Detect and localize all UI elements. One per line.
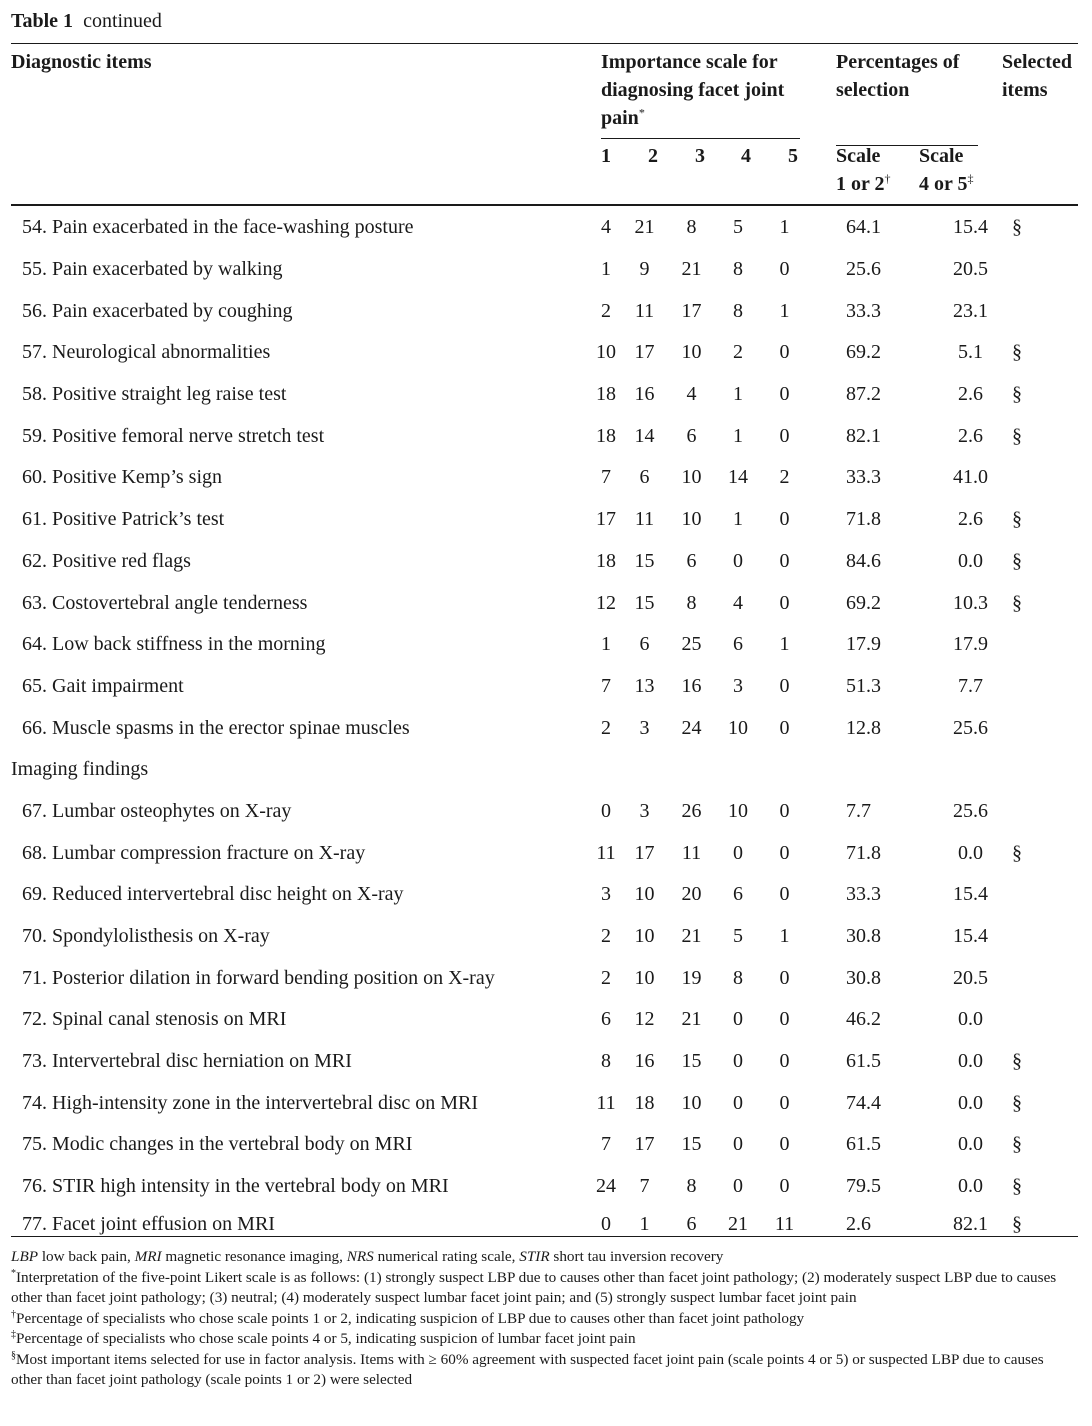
item-label: 73. Intervertebral disc herniation on MRI	[22, 1050, 352, 1073]
scale-2-count: 10	[634, 966, 655, 989]
item-label: 75. Modic changes in the vertebral body on MRI	[22, 1133, 413, 1156]
spacer-cell	[808, 874, 846, 916]
item-label: 63. Costovertebral angle tenderness	[22, 591, 308, 614]
item-label: 56. Pain exacerbated by coughing	[22, 299, 293, 322]
scale-1-count: 4	[601, 216, 611, 239]
item-label: 65. Gait impairment	[22, 674, 184, 697]
percent-scale-1-or-2: 51.3	[846, 674, 881, 697]
scale-3-count: 20	[681, 883, 702, 906]
percent-scale-1-or-2: 64.1	[846, 216, 881, 239]
item-label: 76. STIR high intensity in the vertebral body on MRI	[22, 1175, 449, 1198]
spacer-cell	[808, 207, 846, 249]
percent-scale-4-or-5: 0.0	[958, 1133, 983, 1156]
selected-mark: §	[1012, 591, 1022, 614]
percent-scale-4-or-5: 0.0	[958, 1175, 983, 1198]
selected-mark	[1012, 957, 1078, 999]
item-label: 71. Posterior dilation in forward bending position on X-ray	[22, 966, 495, 989]
table-row	[11, 1124, 1078, 1166]
scale-5-count: 0	[779, 716, 790, 739]
table-row	[11, 957, 1078, 999]
scale-1-count: 1	[601, 633, 611, 656]
table-row	[11, 999, 1078, 1041]
table-row	[11, 290, 1078, 332]
scale-2-count: 14	[634, 424, 655, 447]
percent-scale-1-or-2: 71.8	[846, 508, 881, 531]
item-label: 62. Positive red flags	[22, 549, 191, 572]
percent-scale-4-or-5: 0.0	[958, 1091, 983, 1114]
header-percentages: Percentages of selection	[836, 51, 960, 101]
scale-1-count: 2	[601, 925, 611, 948]
spacer-cell	[808, 457, 846, 499]
spacer-cell	[808, 290, 846, 332]
item-label: 67. Lumbar osteophytes on X-ray	[22, 799, 292, 822]
header-importance-scale: Importance scale for diagnosing facet joint pain*	[601, 51, 785, 129]
scale-3-count: 4	[686, 383, 697, 406]
spacer-cell	[808, 624, 846, 666]
scale-4-count: 10	[728, 799, 748, 822]
header-scale-4-or-5: Scale 4 or 5‡	[919, 145, 974, 195]
scale-3-count: 19	[681, 966, 702, 989]
table-caption-label: Table 1	[11, 10, 74, 32]
percent-scale-4-or-5: 7.7	[958, 674, 983, 697]
selected-mark: §	[1012, 1133, 1022, 1156]
percent-scale-4-or-5: 15.4	[953, 216, 988, 239]
percent-scale-1-or-2: 33.3	[846, 299, 881, 322]
scale-4-count: 0	[733, 1091, 743, 1114]
percent-scale-4-or-5: 15.4	[953, 925, 988, 948]
scale-3-count: 21	[681, 925, 702, 948]
scale-5-count: 0	[779, 341, 790, 364]
scale-2-count: 15	[634, 591, 655, 614]
scale-4-count: 6	[733, 633, 743, 656]
scale-2-count: 17	[634, 341, 655, 364]
spacer-cell	[808, 1041, 846, 1083]
table-caption-text: continued	[83, 10, 162, 32]
scale-5-count: 0	[779, 799, 790, 822]
percent-scale-4-or-5: 17.9	[953, 633, 988, 656]
selected-mark	[1012, 707, 1078, 749]
selected-mark: §	[1012, 841, 1022, 864]
item-label: 61. Positive Patrick’s test	[22, 508, 225, 531]
scale-1-count: 11	[596, 1091, 616, 1114]
selected-mark: §	[1012, 216, 1022, 239]
scale-4-count: 21	[728, 1212, 748, 1235]
scale-3-count: 8	[686, 216, 697, 239]
header-scale-4: 4	[741, 145, 751, 167]
scale-2-count: 12	[634, 1008, 655, 1031]
scale-2-count: 11	[634, 299, 655, 322]
table-row	[11, 541, 1078, 583]
item-label: 68. Lumbar compression fracture on X-ray	[22, 841, 366, 864]
scale-2-count: 10	[634, 925, 655, 948]
scale-3-count: 21	[681, 1008, 702, 1031]
scale-3-count: 10	[681, 508, 702, 531]
scale-1-count: 0	[601, 1212, 611, 1235]
spacer-cell	[808, 666, 846, 708]
footnote-likert: *Interpretation of the five-point Likert scale is as follows: (1) strongly suspect LBP due to causes other than facet joint pathology; (2) moderately suspect LBP due to causes other than facet joint pathology; (3) neutral; (4) moderately suspect lumbar facet joint pain; and (5) strongly suspect lumbar facet joint pain	[11, 1267, 1057, 1306]
scale-2-count: 16	[634, 1050, 655, 1073]
scale-3-count: 15	[681, 1133, 702, 1156]
spacer-cell	[808, 499, 846, 541]
percent-scale-4-or-5: 15.4	[953, 883, 988, 906]
percent-scale-4-or-5: 20.5	[953, 258, 988, 281]
scale-5-count: 0	[779, 841, 790, 864]
table-row	[11, 1166, 1078, 1208]
scale-4-count: 6	[733, 883, 743, 906]
item-label: 55. Pain exacerbated by walking	[22, 258, 283, 281]
table-row	[11, 207, 1078, 249]
scale-3-count: 6	[686, 1212, 697, 1235]
selected-mark: §	[1012, 508, 1022, 531]
footnote-double-dagger: ‡Percentage of specialists who chose scale points 4 or 5, indicating suspicion of lumbar facet joint pain	[11, 1328, 636, 1347]
scale-1-count: 11	[596, 841, 616, 864]
bottom-rule	[11, 1236, 1078, 1237]
scale-2-count: 21	[634, 216, 655, 239]
scale-5-count: 0	[779, 966, 790, 989]
scale-1-count: 3	[601, 883, 611, 906]
item-label: 72. Spinal canal stenosis on MRI	[22, 1008, 287, 1031]
header-diagnostic-items: Diagnostic items	[11, 51, 152, 73]
table-row	[11, 624, 1078, 666]
selected-mark	[1012, 290, 1078, 332]
table-row	[11, 1082, 1078, 1124]
item-label: 64. Low back stiffness in the morning	[22, 633, 326, 656]
table-row	[11, 666, 1078, 708]
selected-mark: §	[1012, 1212, 1022, 1235]
scale-2-count: 6	[639, 466, 650, 489]
percent-scale-4-or-5: 2.6	[958, 508, 983, 531]
footnote-section: §Most important items selected for use in factor analysis. Items with ≥ 60% agreement with suspected facet joint pain (scale points 4 or 5) or suspected LBP due to causes other than facet joint pathology (scale points 1 or 2) were selected	[11, 1349, 1044, 1388]
scale-1-count: 18	[596, 549, 616, 572]
scale-4-count: 2	[733, 341, 743, 364]
table-row	[11, 874, 1078, 916]
selected-mark	[1012, 999, 1078, 1041]
selected-mark	[1012, 666, 1078, 708]
scale-1-count: 12	[596, 591, 616, 614]
selected-mark	[1012, 916, 1078, 958]
table-row	[11, 791, 1078, 833]
spacer-cell	[808, 832, 846, 874]
selected-mark: §	[1012, 424, 1022, 447]
scale-2-count: 17	[634, 1133, 655, 1156]
spacer-cell	[808, 1082, 846, 1124]
scale-3-count: 17	[681, 299, 702, 322]
header-scale-3: 3	[695, 145, 705, 167]
header-rule	[11, 204, 1078, 206]
scale-5-count: 1	[779, 216, 790, 239]
spacer-cell	[808, 415, 846, 457]
table-row	[11, 916, 1078, 958]
percent-scale-1-or-2: 12.8	[846, 716, 881, 739]
table-row	[11, 374, 1078, 416]
percent-scale-4-or-5: 2.6	[958, 424, 983, 447]
scale-2-count: 16	[634, 383, 655, 406]
percent-scale-1-or-2: 30.8	[846, 925, 881, 948]
item-label: 74. High-intensity zone in the intervertebral disc on MRI	[22, 1091, 479, 1114]
scale-1-count: 7	[601, 674, 611, 697]
section-label: Imaging findings	[11, 758, 149, 781]
scale-4-count: 0	[733, 1133, 743, 1156]
scale-5-count: 0	[779, 549, 790, 572]
spacer-cell	[808, 707, 846, 749]
header-scale-1-or-2: Scale 1 or 2†	[836, 145, 891, 195]
table-row	[11, 457, 1078, 499]
table-row	[11, 332, 1078, 374]
scale-3-count: 10	[681, 1091, 702, 1114]
table-row	[11, 249, 1078, 291]
percent-scale-4-or-5: 0.0	[958, 841, 983, 864]
percent-scale-4-or-5: 82.1	[953, 1212, 988, 1235]
scale-5-count: 11	[774, 1212, 795, 1235]
percent-scale-1-or-2: 33.3	[846, 883, 881, 906]
selected-mark	[1012, 249, 1078, 291]
scale-3-count: 11	[681, 841, 702, 864]
percent-scale-1-or-2: 61.5	[846, 1050, 881, 1073]
scale-4-count: 14	[728, 466, 748, 489]
scale-1-count: 7	[601, 466, 611, 489]
scale-3-count: 25	[681, 633, 702, 656]
scale-1-count: 18	[596, 383, 616, 406]
item-label: 54. Pain exacerbated in the face-washing posture	[22, 216, 414, 239]
percent-scale-1-or-2: 79.5	[846, 1175, 881, 1198]
percent-scale-4-or-5: 25.6	[953, 716, 988, 739]
scale-4-count: 0	[733, 549, 743, 572]
table-row	[11, 1041, 1078, 1083]
percent-scale-1-or-2: 2.6	[846, 1212, 871, 1235]
scale-5-count: 0	[779, 1175, 790, 1198]
percent-scale-1-or-2: 25.6	[846, 258, 881, 281]
scale-4-count: 8	[733, 966, 743, 989]
item-label: 58. Positive straight leg raise test	[22, 383, 287, 406]
percent-scale-1-or-2: 87.2	[846, 383, 881, 406]
item-label: 77. Facet joint effusion on MRI	[22, 1212, 275, 1235]
percent-scale-1-or-2: 7.7	[846, 799, 871, 822]
percent-scale-1-or-2: 82.1	[846, 424, 881, 447]
table-row	[11, 707, 1078, 749]
scale-1-count: 2	[601, 716, 611, 739]
scale-4-count: 8	[733, 258, 743, 281]
selected-mark	[1012, 791, 1078, 833]
scale-2-count: 1	[639, 1212, 650, 1235]
header-selected-items: Selected items	[1002, 51, 1072, 101]
percent-scale-4-or-5: 23.1	[953, 299, 988, 322]
table-caption	[11, 10, 162, 33]
scale-1-count: 1	[601, 258, 611, 281]
scale-4-count: 5	[733, 216, 743, 239]
footnote-abbreviations: LBP low back pain, MRI magnetic resonance imaging, NRS numerical rating scale, STIR short tau inversion recovery	[11, 1248, 724, 1265]
scale-4-count: 8	[733, 299, 743, 322]
spacer-cell	[808, 999, 846, 1041]
scale-1-count: 7	[601, 1133, 611, 1156]
header-scale-5: 5	[788, 145, 798, 167]
scale-3-count: 21	[681, 258, 702, 281]
item-label: 57. Neurological abnormalities	[22, 341, 271, 364]
data-table	[11, 207, 1078, 1241]
scale-2-count: 11	[634, 508, 655, 531]
selected-mark: §	[1012, 1091, 1022, 1114]
scale-1-count: 24	[596, 1175, 616, 1198]
scale-4-count: 4	[733, 591, 743, 614]
scale-2-count: 13	[634, 674, 655, 697]
percent-scale-1-or-2: 74.4	[846, 1091, 881, 1114]
scale-2-count: 6	[639, 633, 650, 656]
scale-5-count: 0	[779, 424, 790, 447]
scale-5-count: 0	[779, 1091, 790, 1114]
scale-3-count: 10	[681, 466, 702, 489]
item-label: 70. Spondylolisthesis on X-ray	[22, 925, 270, 948]
item-label: 59. Positive femoral nerve stretch test	[22, 424, 325, 447]
scale-5-count: 1	[779, 925, 790, 948]
spacer-cell	[808, 791, 846, 833]
spacer-cell	[808, 541, 846, 583]
selected-mark: §	[1012, 341, 1022, 364]
percent-scale-1-or-2: 71.8	[846, 841, 881, 864]
item-label: 69. Reduced intervertebral disc height on X-ray	[22, 883, 404, 906]
scale-5-count: 1	[779, 633, 790, 656]
scale-4-count: 3	[733, 674, 743, 697]
scale-2-count: 10	[634, 883, 655, 906]
scale-2-count: 3	[639, 799, 650, 822]
scale-4-count: 0	[733, 1050, 743, 1073]
spacer-cell	[808, 916, 846, 958]
scale-1-count: 17	[596, 508, 616, 531]
scale-1-count: 2	[601, 966, 611, 989]
scale-5-count: 0	[779, 1133, 790, 1156]
selected-mark	[1012, 624, 1078, 666]
scale-3-count: 6	[686, 549, 697, 572]
scale-1-count: 8	[601, 1050, 611, 1073]
scale-1-count: 2	[601, 299, 611, 322]
scale-3-count: 15	[681, 1050, 702, 1073]
scale-1-count: 10	[596, 341, 616, 364]
scale-2-count: 17	[634, 841, 655, 864]
scale-4-count: 10	[728, 716, 748, 739]
spacer-cell	[808, 582, 846, 624]
scale-5-count: 0	[779, 1050, 790, 1073]
scale-4-count: 5	[733, 925, 743, 948]
table-row	[11, 499, 1078, 541]
spacer-cell	[808, 374, 846, 416]
scale-3-count: 26	[681, 799, 702, 822]
scale-4-count: 1	[733, 424, 743, 447]
scale-5-count: 0	[779, 1008, 790, 1031]
selected-mark: §	[1012, 549, 1022, 572]
percent-scale-4-or-5: 0.0	[958, 549, 983, 572]
scale-3-count: 8	[686, 591, 697, 614]
importance-subrule	[601, 138, 800, 139]
scale-1-count: 18	[596, 424, 616, 447]
spacer-cell	[808, 249, 846, 291]
percent-scale-4-or-5: 2.6	[958, 383, 983, 406]
percent-scale-1-or-2: 46.2	[846, 1008, 881, 1031]
scale-5-count: 0	[779, 591, 790, 614]
scale-3-count: 6	[686, 424, 697, 447]
percent-scale-4-or-5: 25.6	[953, 799, 988, 822]
scale-4-count: 0	[733, 841, 743, 864]
item-label: 66. Muscle spasms in the erector spinae muscles	[22, 716, 410, 739]
item-label: 60. Positive Kemp’s sign	[22, 466, 223, 489]
selected-mark	[1012, 874, 1078, 916]
scale-2-count: 9	[639, 258, 650, 281]
selected-mark	[1012, 457, 1078, 499]
scale-4-count: 1	[733, 383, 743, 406]
selected-mark: §	[1012, 383, 1022, 406]
percent-scale-4-or-5: 20.5	[953, 966, 988, 989]
scale-4-count: 0	[733, 1175, 743, 1198]
scale-2-count: 7	[639, 1175, 650, 1198]
percent-scale-1-or-2: 33.3	[846, 466, 881, 489]
scale-5-count: 0	[779, 883, 790, 906]
percent-scale-1-or-2: 69.2	[846, 341, 881, 364]
percent-scale-4-or-5: 0.0	[958, 1050, 983, 1073]
percent-scale-1-or-2: 69.2	[846, 591, 881, 614]
selected-mark: §	[1012, 1175, 1022, 1198]
scale-2-count: 3	[639, 716, 650, 739]
header-scale-2: 2	[648, 145, 658, 167]
scale-5-count: 2	[779, 466, 790, 489]
footnote-dagger: †Percentage of specialists who chose scale points 1 or 2, indicating suspicion of LBP due to causes other than facet joint pathology	[11, 1308, 805, 1327]
percent-scale-1-or-2: 61.5	[846, 1133, 881, 1156]
spacer-cell	[808, 957, 846, 999]
scale-1-count: 0	[601, 799, 611, 822]
scale-3-count: 10	[681, 341, 702, 364]
selected-mark: §	[1012, 1050, 1022, 1073]
spacer-cell	[808, 1124, 846, 1166]
scale-5-count: 0	[779, 508, 790, 531]
scale-5-count: 1	[779, 299, 790, 322]
header-scale-1: 1	[601, 145, 611, 167]
scale-3-count: 24	[681, 716, 702, 739]
section-row	[11, 749, 1078, 791]
percent-scale-4-or-5: 0.0	[958, 1008, 983, 1031]
percent-scale-4-or-5: 10.3	[953, 591, 988, 614]
scale-3-count: 8	[686, 1175, 697, 1198]
top-rule	[11, 43, 1078, 44]
scale-5-count: 0	[779, 674, 790, 697]
percent-scale-1-or-2: 17.9	[846, 633, 881, 656]
scale-5-count: 0	[779, 383, 790, 406]
scale-2-count: 15	[634, 549, 655, 572]
table-row	[11, 415, 1078, 457]
percent-scale-1-or-2: 30.8	[846, 966, 881, 989]
footnotes	[11, 1247, 1078, 1391]
percent-scale-4-or-5: 41.0	[953, 466, 988, 489]
percent-scale-4-or-5: 5.1	[958, 341, 983, 364]
scale-4-count: 0	[733, 1008, 743, 1031]
scale-2-count: 18	[634, 1091, 655, 1114]
spacer-cell	[808, 1166, 846, 1208]
scale-4-count: 1	[733, 508, 743, 531]
spacer-cell	[808, 332, 846, 374]
scale-1-count: 6	[601, 1008, 611, 1031]
percent-scale-1-or-2: 84.6	[846, 549, 881, 572]
scale-5-count: 0	[779, 258, 790, 281]
scale-3-count: 16	[681, 674, 702, 697]
table-row	[11, 582, 1078, 624]
table-row	[11, 832, 1078, 874]
